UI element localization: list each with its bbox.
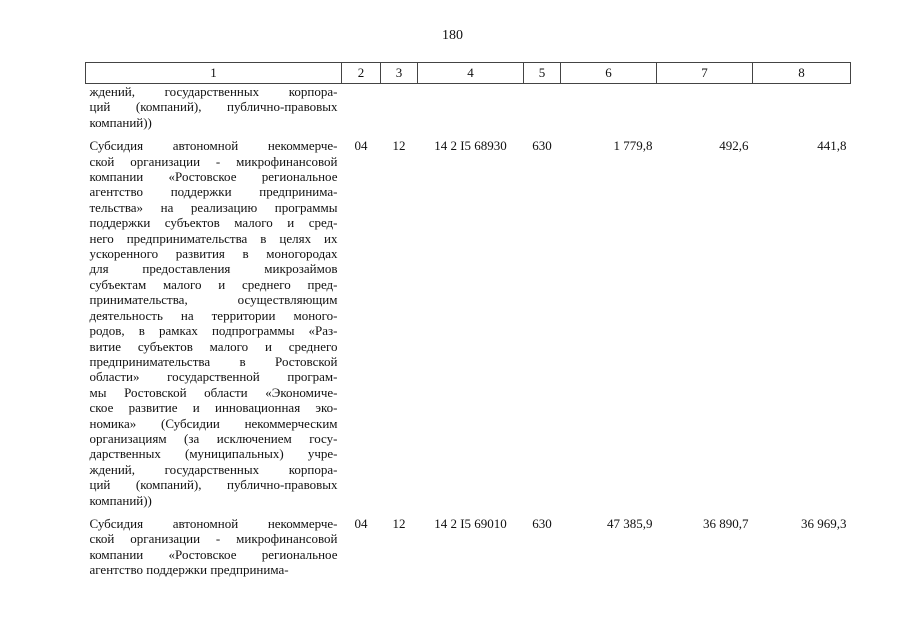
description-line: компании «Ростовское региональное [89, 546, 338, 562]
expense-type-cell: 630 [532, 515, 552, 531]
description-line: области» государственной програм- [89, 369, 338, 385]
description-line: компании «Ростовское региональное [89, 169, 338, 185]
target-article-cell: 14 2 I5 68930 [434, 138, 507, 154]
description-line: ждений, государственных корпора- [89, 461, 338, 477]
description-line: субъектам малого и среднего пред- [89, 276, 338, 292]
column-header: 7 [657, 63, 753, 84]
description-line: принимательства, осуществляющим [89, 292, 338, 308]
expense-type-cell: 630 [532, 138, 552, 154]
description-line: него предпринимательства в целях их [89, 230, 338, 246]
description-line: Субсидия автономной некоммерче- [89, 515, 338, 531]
description-line: ускоренного развития в моногородах [89, 246, 338, 262]
description-line: деятельность на территории моного- [89, 307, 338, 323]
subsection-code-cell: 12 [392, 515, 406, 531]
amount-cell [561, 84, 657, 131]
column-header: 2 [342, 63, 381, 84]
amount-cell: 492,6 [719, 138, 749, 154]
description-cell [86, 516, 342, 578]
description-line: дарственных (муниципальных) учре- [89, 446, 338, 462]
description-line: компаний)) [89, 492, 152, 508]
description-line: витие субъектов малого и среднего [89, 338, 338, 354]
description-cell [86, 138, 342, 508]
table-header-row [86, 63, 851, 84]
amount-cell: 1 779,8 [613, 138, 653, 154]
table-row [86, 516, 851, 578]
row-spacer [86, 130, 851, 138]
section-code-cell: 04 [354, 515, 368, 531]
subsection-code-cell: 12 [392, 138, 406, 154]
subsection-code-cell [381, 84, 418, 131]
description-line: ской организации - микрофинансовой [89, 531, 338, 547]
description-line: номика» (Субсидии некоммерческим [89, 415, 338, 431]
column-header: 6 [561, 63, 657, 84]
description-line: Субсидия автономной некоммерче- [89, 138, 338, 154]
description-line: компаний)) [89, 114, 152, 130]
description-line: для предоставления микрозаймов [89, 261, 338, 277]
description-cell [86, 84, 342, 131]
description-line: агентство поддержки предпринима- [89, 184, 338, 200]
row-spacer-cell [86, 508, 851, 516]
section-code-cell: 04 [354, 138, 368, 154]
description-line: мы Ростовской области «Экономиче- [89, 384, 338, 400]
description-line: ций (компаний), публично-правовых [89, 477, 338, 493]
target-article-cell: 14 2 I5 69010 [434, 515, 507, 531]
row-spacer-cell [86, 130, 851, 138]
description-line: родов, в рамках подпрограммы «Раз- [89, 323, 338, 339]
amount-cell: 441,8 [817, 138, 847, 154]
description-line: ское развитие и инновационная эко- [89, 400, 338, 416]
page-number: 180 [442, 28, 463, 43]
description-line: ций (компаний), публично-правовых [89, 99, 338, 115]
section-code-cell [342, 84, 381, 131]
description-line: поддержки субъектов малого и сред- [89, 215, 338, 231]
description-line: организациям (за исключением госу- [89, 430, 338, 446]
table-row [86, 138, 851, 508]
amount-cell [753, 84, 851, 131]
description-line: ждений, государственных корпора- [89, 84, 338, 99]
amount-cell [657, 84, 753, 131]
description-line: агентство поддержки предпринима- [89, 562, 289, 578]
target-article-cell [418, 84, 524, 131]
table-row [86, 84, 851, 131]
amount-cell: 47 385,9 [607, 515, 653, 531]
description-line: ской организации - микрофинансовой [89, 153, 338, 169]
row-spacer [86, 508, 851, 516]
budget-table [85, 62, 851, 578]
amount-cell: 36 969,3 [801, 515, 847, 531]
description-line: тельства» на реализацию программы [89, 199, 338, 215]
amount-cell: 36 890,7 [703, 515, 749, 531]
column-header: 4 [418, 63, 524, 84]
expense-type-cell [524, 84, 561, 131]
column-header: 1 [86, 63, 342, 84]
column-header: 3 [381, 63, 418, 84]
column-header: 5 [524, 63, 561, 84]
description-line: предпринимательства в Ростовской [89, 353, 338, 369]
column-header: 8 [753, 63, 851, 84]
